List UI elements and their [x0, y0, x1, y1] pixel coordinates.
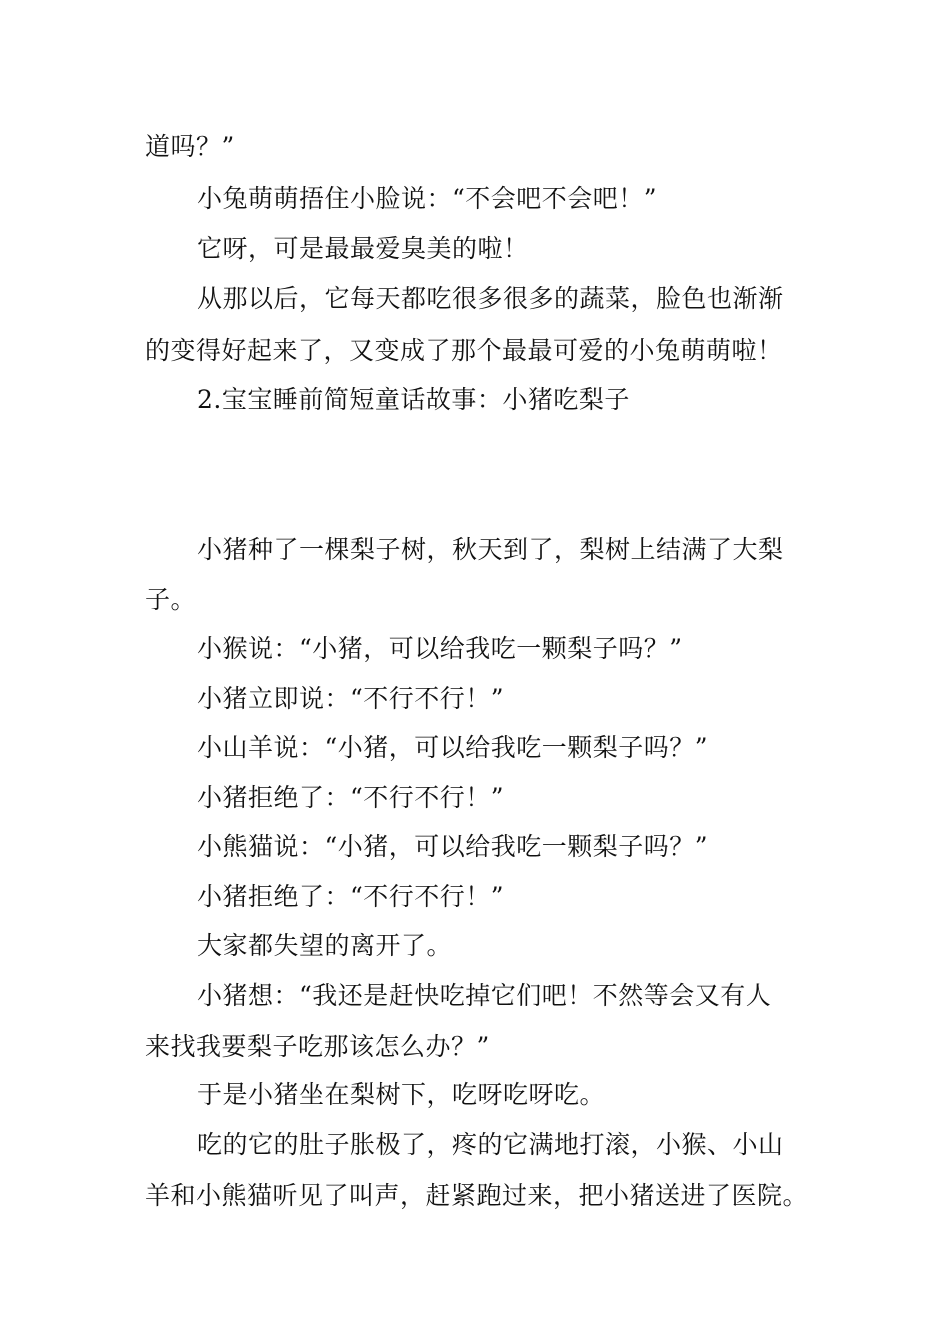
text-line: 小猴说：“小猪，可以给我吃一颗梨子吗？” [197, 634, 683, 663]
text-line: 羊和小熊猫听见了叫声，赶紧跑过来，把小猪送进了医院。 [145, 1181, 809, 1210]
text-line: 吃的它的肚子胀极了，疼的它满地打滚，小猴、小山 [197, 1130, 784, 1159]
text-line: 的变得好起来了，又变成了那个最最可爱的小兔萌萌啦！ [145, 336, 783, 365]
text-line: 大家都失望的离开了。 [197, 931, 453, 960]
text-line: 小猪想：“我还是赶快吃掉它们吧！不然等会又有人 [197, 981, 772, 1010]
text-line: 小猪立即说：“不行不行！” [197, 684, 505, 713]
section-heading: 2.宝宝睡前简短童话故事：小猪吃梨子 [197, 385, 630, 414]
text-line: 小猪拒绝了：“不行不行！” [197, 783, 505, 812]
text-line: 小兔萌萌捂住小脸说：“不会吧不会吧！” [197, 184, 658, 213]
text-line: 从那以后，它每天都吃很多很多的蔬菜，脸色也渐渐 [197, 284, 784, 313]
text-line: 子。 [145, 585, 197, 614]
text-line: 小猪拒绝了：“不行不行！” [197, 882, 505, 911]
text-line: 道吗？” [145, 132, 235, 161]
text-line: 它呀，可是最最爱臭美的啦！ [197, 234, 529, 263]
text-line: 来找我要梨子吃那该怎么办？” [145, 1032, 490, 1061]
text-line: 小熊猫说：“小猪，可以给我吃一颗梨子吗？” [197, 832, 709, 861]
text-line: 小猪种了一棵梨子树，秋天到了，梨树上结满了大梨 [197, 535, 784, 564]
text-line: 于是小猪坐在梨树下，吃呀吃呀吃。 [197, 1080, 606, 1109]
text-line: 小山羊说：“小猪，可以给我吃一颗梨子吗？” [197, 733, 709, 762]
